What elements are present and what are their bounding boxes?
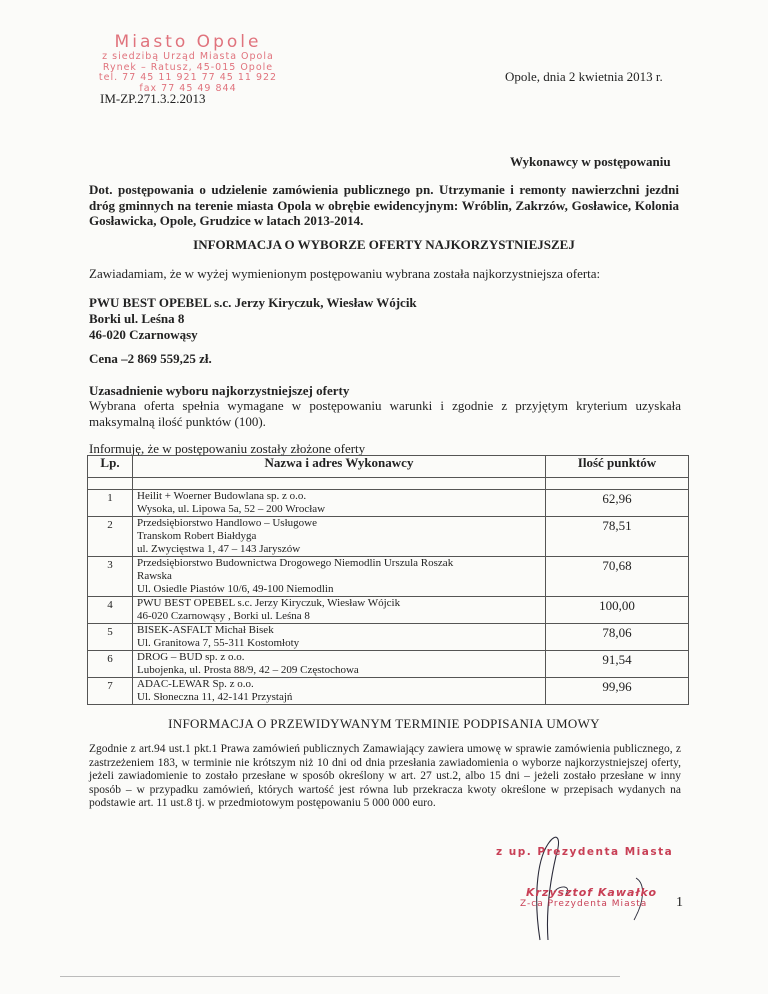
row-bidder-line: DROG – BUD sp. z o.o. xyxy=(137,651,245,663)
row-lp: 5 xyxy=(88,624,133,651)
winning-bidder xyxy=(89,295,417,343)
row-bidder xyxy=(133,517,546,557)
row-points: 91,54 xyxy=(546,651,689,678)
row-points: 70,68 xyxy=(546,557,689,597)
winner-street: Borki ul. Leśna 8 xyxy=(89,311,185,326)
table-row xyxy=(88,557,689,597)
row-bidder xyxy=(133,490,546,517)
bottom-rule xyxy=(60,976,620,977)
row-bidder-line: Przedsiębiorstwo Handlowo – Usługowe xyxy=(137,517,317,529)
signatory-name: Krzysztof Kawałko xyxy=(526,886,658,899)
row-bidder-line: Ul. Granitowa 7, 55-311 Kostomłoty xyxy=(137,637,300,649)
row-bidder-line: PWU BEST OPEBEL s.c. Jerzy Kiryczuk, Wiesław Wójcik xyxy=(137,597,401,609)
column-header-lp: Lp. xyxy=(88,456,133,478)
table-header-row xyxy=(88,456,689,478)
page-number: 1 xyxy=(676,895,683,910)
recipient: Wykonawcy w postępowaniu xyxy=(510,154,671,169)
winning-price: Cena –2 869 559,25 zł. xyxy=(89,351,212,366)
section-title-contract-date: INFORMACJA O PRZEWIDYWANYM TERMINIE PODPISANIA UMOWY xyxy=(168,716,600,731)
row-points: 78,51 xyxy=(546,517,689,557)
row-bidder xyxy=(133,557,546,597)
signature-stamp xyxy=(496,832,696,942)
row-lp: 1 xyxy=(88,490,133,517)
date-line: Opole, dnia 2 kwietnia 2013 r. xyxy=(505,69,663,84)
row-bidder-line: ul. Zwycięstwa 1, 47 – 143 Jaryszów xyxy=(137,543,301,555)
row-bidder-line: Przedsiębiorstwo Budownictwa Drogowego Niemodlin Urszula Roszak xyxy=(137,557,454,569)
signatory-role: Z-ca Prezydenta Miasta xyxy=(520,899,648,909)
row-lp: 7 xyxy=(88,678,133,705)
row-lp: 6 xyxy=(88,651,133,678)
table-row xyxy=(88,624,689,651)
row-bidder xyxy=(133,624,546,651)
row-lp: 4 xyxy=(88,597,133,624)
row-bidder-line: ADAC-LEWAR Sp. z o.o. xyxy=(137,678,254,690)
row-bidder-line: Ul. Słoneczna 11, 42-141 Przystajń xyxy=(137,691,293,703)
row-points: 99,96 xyxy=(546,678,689,705)
row-bidder-line: Lubojenka, ul. Prosta 88/9, 42 – 209 Częstochowa xyxy=(137,664,359,676)
row-points: 78,06 xyxy=(546,624,689,651)
row-bidder-line: Rawska xyxy=(137,570,172,582)
stamp-title: Miasto Opole xyxy=(114,32,262,52)
row-lp: 2 xyxy=(88,517,133,557)
row-bidder-line: Wysoka, ul. Lipowa 5a, 52 – 200 Wrocław xyxy=(137,503,326,515)
row-bidder-line: BISEK-ASFALT Michał Bisek xyxy=(137,624,274,636)
table-row xyxy=(88,651,689,678)
row-lp: 3 xyxy=(88,557,133,597)
signature-authority: z up. Prezydenta Miasta xyxy=(496,846,674,858)
row-bidder-line: 46-020 Czarnowąsy , Borki ul. Leśna 8 xyxy=(137,610,310,622)
winner-city: 46-020 Czarnowąsy xyxy=(89,327,198,342)
table-row xyxy=(88,490,689,517)
winner-name: PWU BEST OPEBEL s.c. Jerzy Kiryczuk, Wiesław Wójcik xyxy=(89,295,417,310)
offers-table xyxy=(87,455,689,705)
row-points: 62,96 xyxy=(546,490,689,517)
row-bidder xyxy=(133,651,546,678)
table-row xyxy=(88,517,689,557)
column-header-name: Nazwa i adres Wykonawcy xyxy=(133,456,546,478)
table-spacer-row xyxy=(88,478,689,490)
city-stamp xyxy=(78,33,298,94)
subject-paragraph: Dot. postępowania o udzielenie zamówienia publicznego pn. Utrzymanie i remonty nawierzchni jezdni dróg gminnych na terenie miasta Opola w obrębie ewidencyjnym: Wróblin, Zakrzów, Gosławice, Kolonia Gosławicka, Opole, Grudzice w latach 2013-2014. xyxy=(89,182,679,228)
reference-number: IM-ZP.271.3.2.2013 xyxy=(100,91,206,106)
table-row xyxy=(88,678,689,705)
justification-body: Wybrana oferta spełnia wymagane w postępowaniu warunki i zgodnie z przyjętym kryterium uzyskała maksymalną ilość punktów (100). xyxy=(89,398,681,429)
section-title-offer-selection: INFORMACJA O WYBORZE OFERTY NAJKORZYSTNIEJSZEJ xyxy=(193,237,575,252)
table-row xyxy=(88,597,689,624)
row-bidder-line: Transkom Robert Białdyga xyxy=(137,530,257,542)
stamp-line: fax 77 45 49 844 xyxy=(139,82,237,94)
intro-text: Zawiadamiam, że w wyżej wymienionym postępowaniu wybrana została najkorzystniejsza oferta: xyxy=(89,266,601,281)
stamp-line: z siedzibą Urząd Miasta Opola xyxy=(102,51,274,62)
stamp-line: tel. 77 45 11 921 77 45 11 922 xyxy=(98,72,278,83)
row-bidder xyxy=(133,597,546,624)
row-points: 100,00 xyxy=(546,597,689,624)
row-bidder-line: Heilit + Woerner Budowlana sp. z o.o. xyxy=(137,490,307,502)
justification-title: Uzasadnienie wyboru najkorzystniejszej oferty xyxy=(89,383,350,398)
row-bidder xyxy=(133,678,546,705)
stamp-line: Rynek – Ratusz, 45-015 Opole xyxy=(102,61,274,73)
legal-paragraph: Zgodnie z art.94 ust.1 pkt.1 Prawa zamówień publicznych Zamawiający zawiera umowę w sprawie zamówienia publicznego, z zastrzeżeniem 183, w terminie nie krótszym niż 10 dni od dnia przesłania zawiadomienia o wyborze najkorzystniejszej oferty, jeżeli zawiadomienie to zostało przesłane w sposób określony w art. 27 ust.2, albo 15 dni – jeżeli zostało przesłane w inny sposób – w przypadku zamówień, których wartość jest równa lub przekracza kwoty określone w przepisach wydanych na podstawie art. 11 ust.8 tj. w przedmiotowym postępowaniu 5 000 000 euro. xyxy=(89,743,681,809)
column-header-points: Ilość punktów xyxy=(546,456,689,478)
table-intro: Informuję, że w postępowaniu zostały złożone oferty xyxy=(89,441,366,456)
row-bidder-line: Ul. Osiedle Piastów 10/6, 49-100 Niemodlin xyxy=(137,583,334,595)
